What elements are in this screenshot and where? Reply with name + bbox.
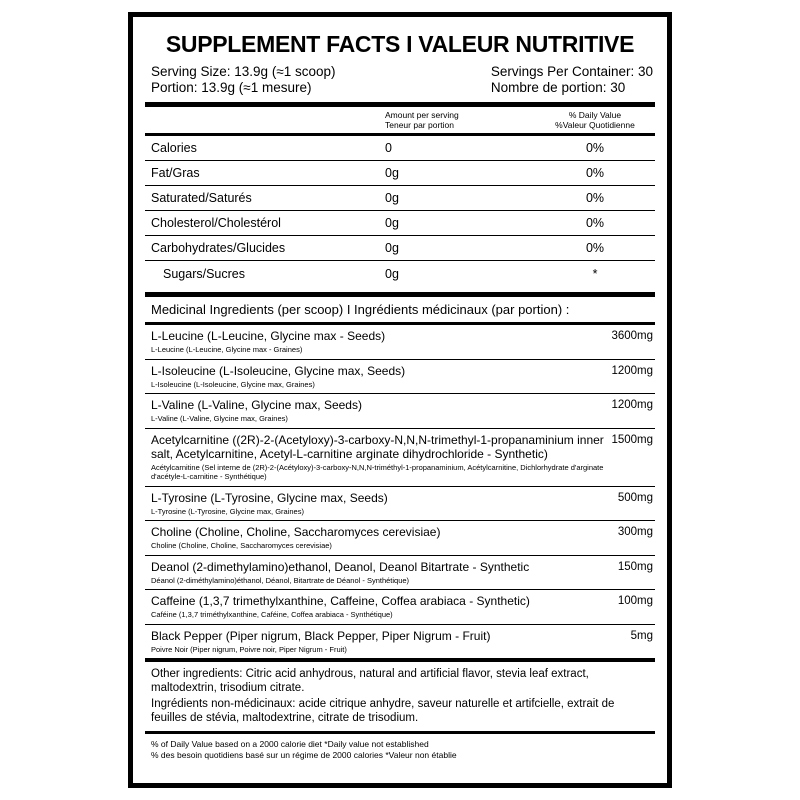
list-item — [145, 590, 655, 625]
nutrition-table — [145, 136, 655, 286]
footnote-fr: % des besoin quotidiens basé sur un régime de 2000 calories *Valeur non établie — [151, 750, 457, 760]
other-ingredients-en: Other ingredients: Citric acid anhydrous, natural and artificial flavor, stevia leaf extract, maltodextrin, trisodium citrate. — [151, 668, 589, 694]
ingredient-name-en: L-Leucine (L-Leucine, Glycine max - Seeds) — [151, 329, 386, 343]
nutrient-amount: 0g — [385, 241, 399, 255]
table-row — [145, 186, 655, 211]
list-item — [145, 556, 655, 591]
table-row — [145, 161, 655, 186]
ingredient-amount: 100mg — [617, 595, 653, 607]
ingredient-names — [151, 491, 591, 517]
ingredient-name-en: Choline (Choline, Choline, Saccharomyces cerevisiae) — [151, 525, 441, 539]
ingredient-names — [151, 329, 591, 355]
medicinal-ingredients-header: Medicinal Ingredients (per scoop) I Ingrédients médicinaux (par portion) : — [145, 297, 655, 325]
ingredient-amount: 300mg — [617, 526, 653, 538]
ingredient-names — [151, 398, 591, 424]
ingredient-name-fr: Choline (Choline, Choline, Saccharomyces cerevisiae) — [151, 541, 332, 550]
amount-header-en: Amount per serving — [385, 110, 459, 120]
ingredient-name-en: L-Tyrosine (L-Tyrosine, Glycine max, Seeds) — [151, 490, 388, 505]
footnotes — [145, 734, 655, 763]
table-row — [145, 211, 655, 236]
supplement-facts-panel — [128, 12, 672, 788]
ingredient-amount: 1200mg — [611, 399, 653, 411]
list-item — [145, 325, 655, 360]
ingredient-amount: 5mg — [630, 629, 653, 642]
ingredient-name-en: Caffeine (1,3,7 trimethylxanthine, Caffeine, Coffea arabiaca - Synthetic) — [151, 594, 530, 608]
list-item — [145, 521, 655, 556]
ingredient-name-fr: Caféine (1,3,7 triméthylxanthine, Caféine, Coffea arabiaca - Synthétique) — [151, 610, 393, 619]
table-row — [145, 236, 655, 261]
ingredient-names — [151, 629, 591, 655]
table-row — [145, 136, 655, 161]
ingredient-name-en: L-Valine (L-Valine, Glycine max, Seeds) — [151, 398, 362, 412]
daily-value-column-header — [535, 110, 655, 130]
list-item — [145, 429, 655, 487]
ingredient-name-fr: L-Tyrosine (L-Tyrosine, Glycine max, Graines) — [151, 506, 304, 516]
ingredient-names — [151, 364, 591, 390]
nutrient-name: Cholesterol/Cholestérol — [151, 216, 281, 230]
servings-per-container-en: Servings Per Container: 30 — [490, 64, 653, 79]
nutrient-amount: 0g — [385, 266, 399, 281]
ingredient-name-en: Acetylcarnitine ((2R)-2-(Acetyloxy)-3-carboxy-N,N,N-trimethyl-1-propanaminium inner salt, Acetylcarnitine, Acetyl-L-carnitine arginate dihydrochloride - Synthetic) — [151, 432, 604, 461]
nutrient-name: Sugars/Sucres — [163, 266, 245, 281]
amount-header-fr: Teneur par portion — [385, 120, 454, 130]
ingredient-amount: 150mg — [617, 560, 653, 573]
list-item — [145, 487, 655, 522]
servings-per-container-fr: Nombre de portion: 30 — [490, 80, 626, 95]
ingredient-names — [151, 594, 591, 620]
nutrient-amount: 0 — [385, 141, 392, 155]
table-row — [145, 261, 655, 286]
medicinal-ingredients-list — [145, 325, 655, 659]
column-headers — [145, 107, 655, 133]
nutrient-dv: 0% — [585, 241, 605, 255]
ingredient-amount: 3600mg — [611, 330, 653, 342]
other-ingredients-fr: Ingrédients non-médicinaux: acide citrique anhydre, saveur naturelle et artifcielle, extrait de feuilles de stévia, maltodextrine, citrate de trisodium. — [151, 698, 615, 724]
ingredient-name-fr: L-Isoleucine (L-Isoleucine, Glycine max, Graines) — [151, 379, 315, 389]
nutrient-name: Saturated/Saturés — [151, 191, 252, 205]
column-header-spacer — [145, 110, 385, 130]
nutrient-dv: 0% — [585, 216, 605, 230]
ingredient-name-fr: Déanol (2-diméthylamino)éthanol, Déanol, Bitartrate de Déanol - Synthétique) — [151, 575, 410, 585]
ingredient-amount: 1500mg — [611, 433, 653, 446]
ingredient-name-en: Black Pepper (Piper nigrum, Black Pepper, Piper Nigrum - Fruit) — [151, 628, 491, 643]
list-item — [145, 394, 655, 429]
dv-header-en: % Daily Value — [568, 110, 622, 120]
serving-size-fr: Portion: 13.9g (≈1 mesure) — [151, 80, 312, 95]
ingredient-name-fr: Poivre Noir (Piper nigrum, Poivre noir, Piper Nigrum - Fruit) — [151, 644, 347, 654]
ingredient-name-en: Deanol (2-dimethylamino)ethanol, Deanol, Deanol Bitartrate - Synthetic — [151, 559, 530, 574]
page-title: SUPPLEMENT FACTS I VALEUR NUTRITIVE — [165, 31, 635, 57]
amount-column-header — [385, 110, 535, 130]
ingredient-amount: 1200mg — [611, 364, 653, 377]
dv-header-fr: %Valeur Quotidienne — [555, 120, 635, 130]
footnote-en: % of Daily Value based on a 2000 calorie diet *Daily value not established — [151, 739, 429, 749]
ingredient-name-en: L-Isoleucine (L-Isoleucine, Glycine max, Seeds) — [151, 363, 406, 378]
serving-size-en: Serving Size: 13.9g (≈1 scoop) — [151, 64, 336, 79]
ingredient-amount: 500mg — [617, 491, 653, 504]
servings-per-container-block — [491, 64, 653, 96]
nutrient-dv: 0% — [585, 141, 605, 155]
ingredient-names — [151, 525, 591, 551]
nutrient-dv: 0% — [585, 191, 605, 205]
nutrient-amount: 0g — [385, 216, 399, 230]
serving-size-block — [151, 64, 336, 96]
serving-info — [145, 64, 655, 96]
list-item — [145, 360, 655, 395]
ingredient-name-fr: L-Leucine (L-Leucine, Glycine max - Graines) — [151, 345, 303, 354]
nutrient-name: Calories — [151, 141, 197, 155]
ingredient-names — [151, 560, 591, 586]
nutrient-dv: * — [592, 266, 598, 281]
nutrient-dv: 0% — [585, 166, 605, 180]
list-item — [145, 625, 655, 660]
nutrient-amount: 0g — [385, 166, 399, 180]
other-ingredients — [145, 662, 655, 734]
nutrient-amount: 0g — [385, 191, 399, 205]
ingredient-names — [151, 433, 611, 482]
nutrient-name: Carbohydrates/Glucides — [151, 241, 286, 255]
nutrient-name: Fat/Gras — [151, 166, 200, 180]
ingredient-name-fr: Acétylcarnitine (Sel interne de (2R)-2-(Acétyloxy)-3-carboxy-N,N,N-triméthyl-1-propanaminium, Acétylcarnitine, Dichlorhydrate d'arginate d'acétyle-L-carnitine - Synthétique) — [151, 462, 604, 481]
ingredient-name-fr: L-Valine (L-Valine, Glycine max, Graines) — [151, 414, 288, 423]
